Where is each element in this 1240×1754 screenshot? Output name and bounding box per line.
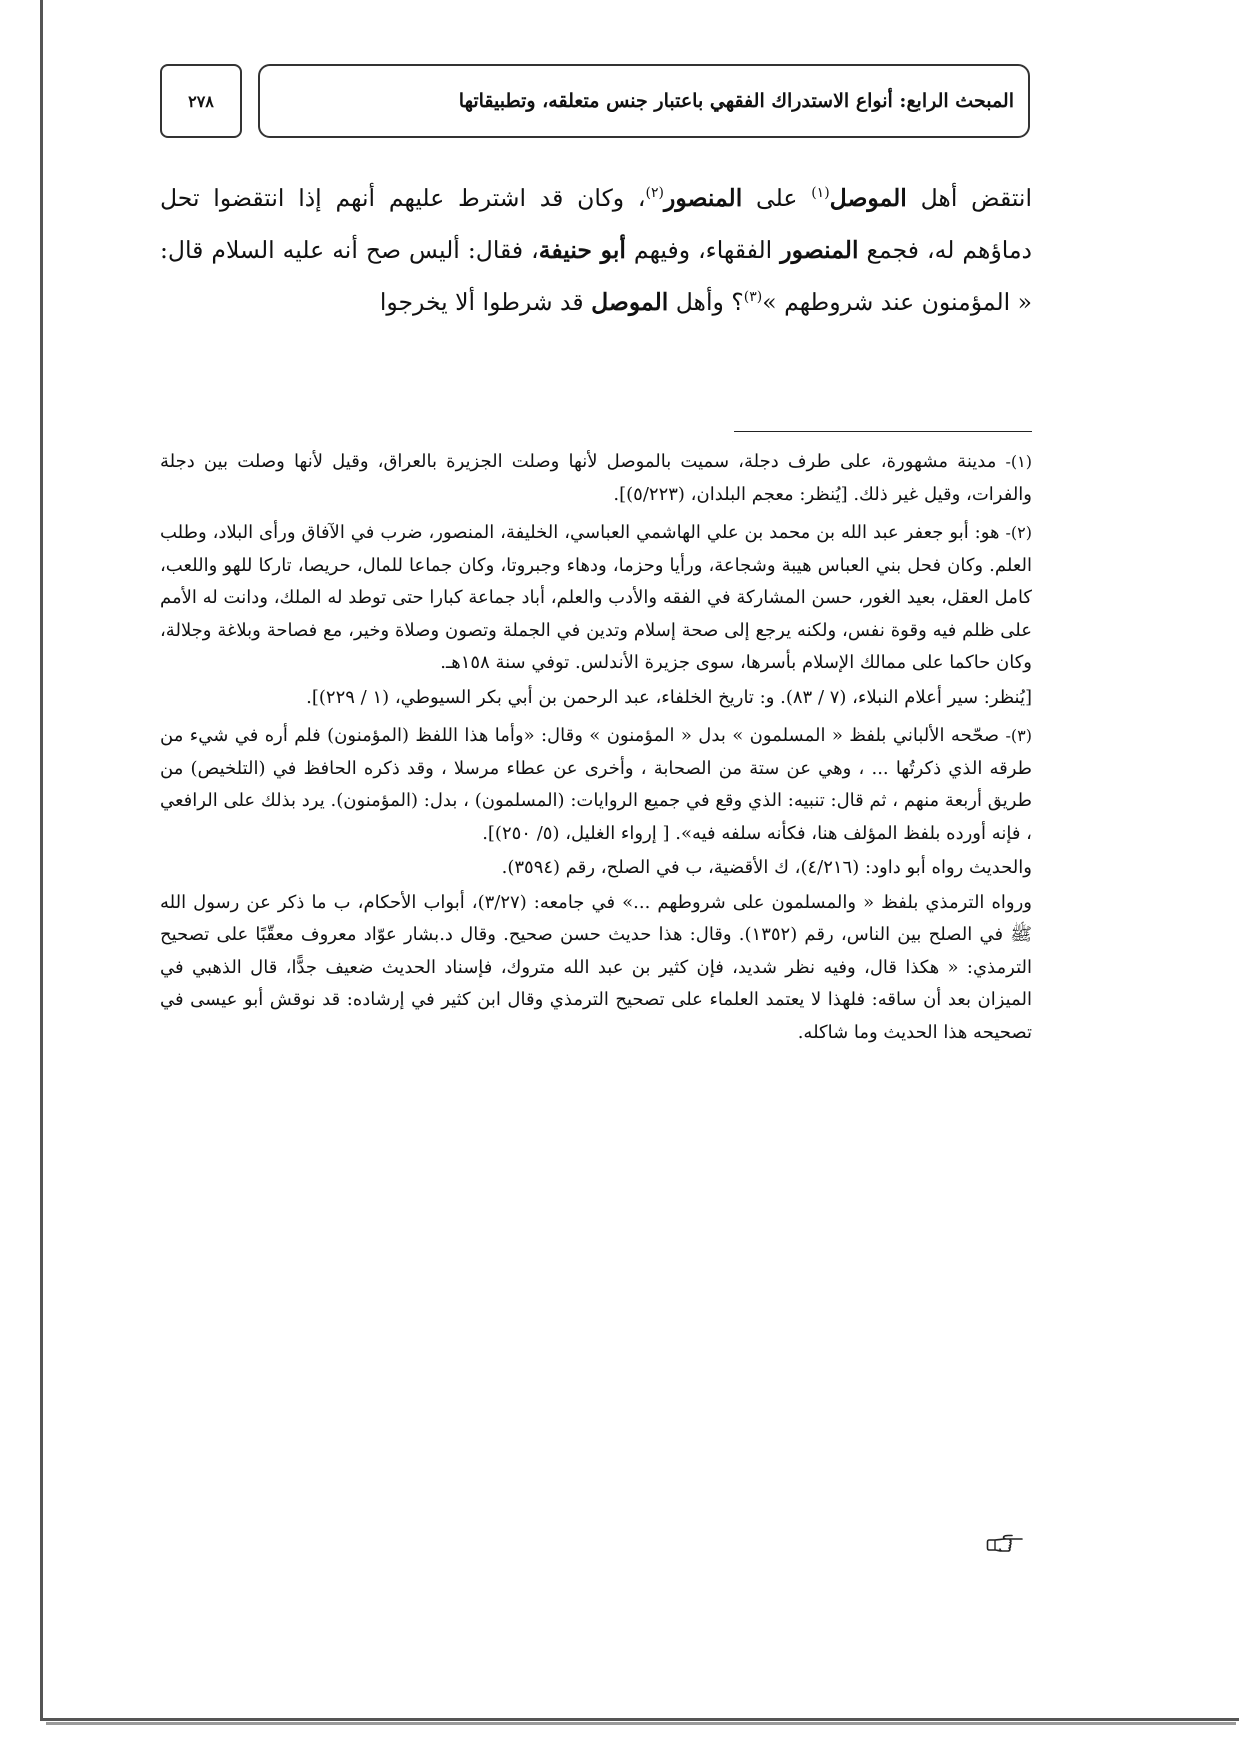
- footnote-ref-1[interactable]: (١): [811, 185, 830, 202]
- bold-place-mosul: الموصل: [591, 288, 669, 316]
- header-title-box: [258, 64, 1030, 138]
- footnote-ref-3[interactable]: (٣): [743, 289, 763, 306]
- body-text-segment: على: [742, 184, 812, 212]
- footnote-number: (١)-: [1005, 452, 1032, 471]
- footnote-text: صحّحه الألباني بلفظ « المسلمون » بدل « المؤمنون » وقال: «وأما هذا اللفظ (المؤمنون) فلم أره في شيء من طرقه الذي ذكرتُها ... ، وهي عن ستة من الصحابة ، وأخرى عن عطاء مرسلا ، وقد ذكره الحافظ في (التلخيص) من طريق أربعة منهم ، ثم قال: تنبيه: الذي وقع في جميع الروايات: (المسلمون) ، بدل: (المؤمنون). يرد بذلك على الرافعي ، فإنه أورده بلفظ المؤلف هنا، فكأنه سلفه فيه». [ إرواء الغليل، (٥/ ٢٥٠)].: [160, 725, 1032, 844]
- page-number-box: [160, 64, 242, 138]
- body-text-segment: ، فقال: أليس صح أنه عليه السلام قال: « المؤمنون عند شروطهم »: [160, 236, 1032, 316]
- main-paragraph: [160, 172, 1032, 328]
- body-text-segment: قد شرطوا ألا يخرجوا: [379, 288, 592, 316]
- footnote-3: [160, 720, 1032, 850]
- bold-name-mansur: المنصور: [780, 236, 859, 264]
- pointing-hand-icon: [986, 1528, 1024, 1554]
- footnote-3-tirmidhi: ورواه الترمذي بلفظ « والمسلمون على شروطهم ...» في جامعه: (٣/٢٧)، أبواب الأحكام، ب ما ذكر عن رسول الله ﷺ في الصلح بين الناس، رقم (١٣٥٢). وقال: هذا حديث حسن صحيح. وقال د.بشار عوّاد معروف معقّبًا على تصحيح الترمذي: « هكذا قال، وفيه نظر شديد، فإن كثير بن عبد الله متروك، فإسناد الحديث ضعيف جدًّا، قال الذهبي في الميزان بعد أن ساقه: فلهذا لا يعتمد العلماء على تصحيح الترمذي وقال ابن كثير في إرشاده: قد نوقش أبو عيسى في تصحيحه هذا الحديث وما شاكله.: [160, 891, 1033, 1043]
- body-text-segment: ، وكان قد اشترط عليهم أنهم إذا انتقضوا تحل دماؤهم له، فجمع: [160, 184, 1032, 264]
- footnote-2-reference: [يُنظر: سير أعلام النبلاء، (٧ / ٨٣). و: تاريخ الخلفاء، عبد الرحمن بن أبي بكر السيوطي، (١ / ٢٢٩)].: [306, 686, 1032, 708]
- body-text-segment: انتقض أهل: [906, 184, 1032, 212]
- page-number: ٢٧٨: [188, 91, 214, 111]
- bold-name-abu-hanifa: أبو حنيفة: [538, 236, 626, 264]
- footnote-number: (٢)-: [1005, 523, 1032, 542]
- bold-place-mosul: الموصل: [829, 184, 907, 212]
- footnote-1: [160, 446, 1032, 511]
- footnote-ref-2[interactable]: (٢): [645, 185, 664, 202]
- footnote-text: هو: أبو جعفر عبد الله بن محمد بن علي الهاشمي العباسي، الخليفة، المنصور، ضرب في الآفاق ورأى البلاد، وطلب العلم. وكان فحل بني العباس هيبة وشجاعة، ورأيا وحزما، ودهاء وجبروتا، وكان جماعا للمال، حريصا، تاركا للهو واللعب، كامل العقل، بعيد الغور، حسن المشاركة في الفقه والأدب والعلم، أباد جماعة كبارا حتى توطد له الملك، ودانت له الأمم على ظلم فيه وقوة نفس، ولكنه يرجع إلى صحة إسلام وتدين في الجملة وتصون وصلاة وخير، مع فصاحة وبلاغة وجلالة، وكان حاكما على ممالك الإسلام بأسرها، سوى جزيرة الأندلس. توفي سنة ١٥٨هـ.: [160, 522, 1032, 673]
- footnote-number: (٣)-: [1005, 726, 1032, 745]
- body-text-segment: ؟ وأهل: [668, 288, 744, 316]
- footnotes-section: [160, 446, 1032, 1051]
- footnote-2: [160, 517, 1032, 680]
- footnote-3-abu-dawud: والحديث رواه أبو داود: (٤/٢١٦)، ك الأقضية، ب في الصلح، رقم (٣٥٩٤).: [501, 857, 1032, 878]
- footnote-text: مدينة مشهورة، على طرف دجلة، سميت بالموصل لأنها وصلت الجزيرة بالعراق، وقيل لأنها وصلت بين دجلة والفرات، وقيل غير ذلك. [يُنظر: معجم البلدان، (٥/٢٢٣)].: [160, 451, 1032, 505]
- body-text-segment: الفقهاء، وفيهم: [625, 236, 781, 264]
- bold-name-mansur: المنصور: [663, 184, 743, 212]
- page-frame-shadow: [46, 1722, 1236, 1725]
- chapter-title: المبحث الرابع: أنواع الاستدراك الفقهي باعتبار جنس متعلقه، وتطبيقاتها: [458, 90, 1014, 112]
- footnote-divider: [734, 431, 1032, 432]
